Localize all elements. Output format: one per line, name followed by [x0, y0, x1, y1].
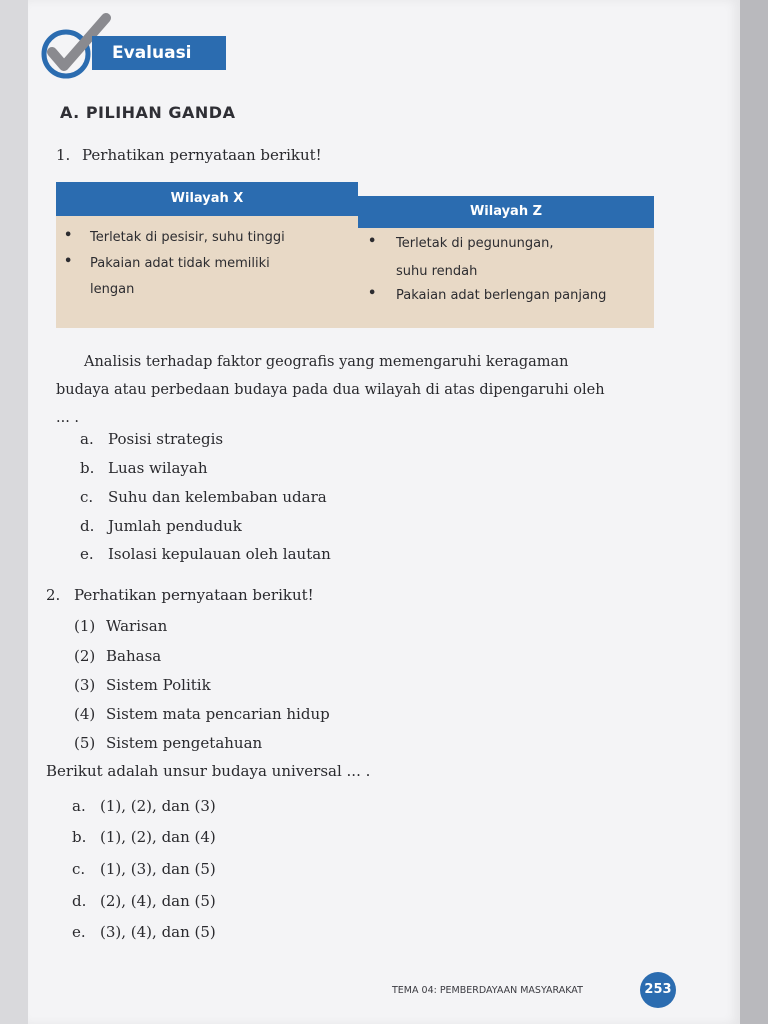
- option-e: e. (3), (4), dan (5): [72, 923, 216, 941]
- option-d: d. Jumlah penduduk: [80, 517, 242, 535]
- bullet: •: [368, 234, 377, 249]
- cell-item: Pakaian adat tidak memiliki: [90, 256, 270, 271]
- cell-item: suhu rendah: [396, 264, 478, 279]
- statement-4: (4) Sistem mata pencarian hidup: [74, 705, 330, 723]
- table-header-x: Wilayah X: [56, 182, 358, 216]
- option-d: d. (2), (4), dan (5): [72, 892, 216, 910]
- table-header-z: Wilayah Z: [358, 196, 654, 228]
- cell-item: lengan: [90, 282, 135, 297]
- option-c: c. Suhu dan kelembaban udara: [80, 488, 327, 506]
- section-badge-title: Evaluasi: [92, 36, 226, 70]
- table-cell-z: [358, 228, 654, 328]
- statement-2: (2) Bahasa: [74, 647, 162, 665]
- page-edge: [740, 0, 768, 1024]
- option-b: b. Luas wilayah: [80, 459, 208, 477]
- question-text: Perhatikan pernyataan berikut!: [74, 586, 314, 604]
- statement-1: (1) Warisan: [74, 617, 168, 635]
- statement-3: (3) Sistem Politik: [74, 676, 211, 694]
- page-number: 253: [640, 972, 676, 1008]
- option-a: a. Posisi strategis: [80, 430, 224, 448]
- paragraph-line: ... .: [56, 410, 80, 426]
- question-1: [56, 146, 322, 164]
- section-heading: A. PILIHAN GANDA: [60, 103, 236, 122]
- comparison-table: [56, 182, 654, 328]
- option-e: e. Isolasi kepulauan oleh lautan: [80, 545, 331, 563]
- option-c: c. (1), (3), dan (5): [72, 860, 216, 878]
- table-cell-x: [56, 216, 358, 328]
- cell-item: Terletak di pesisir, suhu tinggi: [90, 230, 285, 245]
- footer-theme: TEMA 04: PEMBERDAYAAN MASYARAKAT: [392, 985, 583, 996]
- question-2-intro: Berikut adalah unsur budaya universal ... .: [46, 762, 371, 780]
- bullet: •: [64, 228, 73, 243]
- paragraph-line: budaya atau perbedaan budaya pada dua wilayah di atas dipengaruhi oleh: [56, 382, 605, 398]
- bullet: •: [64, 254, 73, 269]
- question-number: 1.: [56, 146, 71, 164]
- bullet: •: [368, 286, 377, 301]
- cell-item: Terletak di pegunungan,: [396, 236, 554, 251]
- cell-item: Pakaian adat berlengan panjang: [396, 288, 607, 303]
- statement-5: (5) Sistem pengetahuan: [74, 734, 263, 752]
- option-b: b. (1), (2), dan (4): [72, 828, 216, 846]
- question-1-paragraph: [56, 348, 658, 432]
- paragraph-line: Analisis terhadap faktor geografis yang memengaruhi keragaman: [84, 354, 569, 370]
- question-text: Perhatikan pernyataan berikut!: [82, 146, 322, 164]
- question-number: 2.: [46, 586, 61, 604]
- option-a: a. (1), (2), dan (3): [72, 797, 216, 815]
- question-2: [46, 586, 314, 604]
